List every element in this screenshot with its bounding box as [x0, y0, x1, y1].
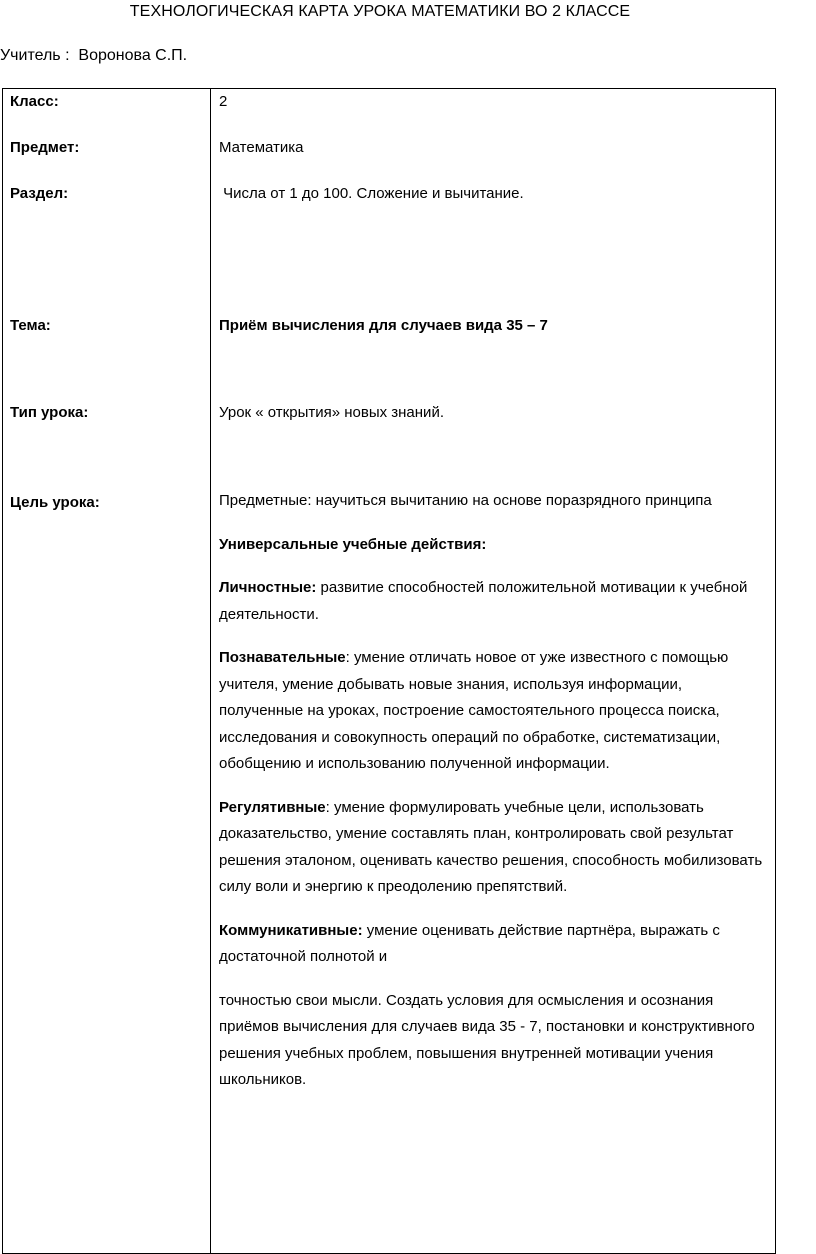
personal-label: Личностные: [219, 579, 317, 596]
goal-label: Цель урока: [10, 494, 100, 511]
goal-content [219, 488, 769, 1111]
section-value: Числа от 1 до 100. Сложение и вычитание. [219, 185, 524, 202]
document-title: ТЕХНОЛОГИЧЕСКАЯ КАРТА УРОКА МАТЕМАТИКИ ВО 2 КЛАССЕ [129, 3, 631, 20]
teacher-label: Учитель : [0, 47, 70, 64]
communicative-text: умение оценивать действие партнёра, выражать с достаточной полнотой и [219, 921, 720, 965]
class-value: 2 [219, 93, 228, 110]
subject-results: Предметные: научиться вычитанию на основе поразрядного принципа [219, 492, 712, 509]
regulatory-label: Регулятивные [219, 798, 326, 816]
uud-heading: Универсальные учебные действия: [219, 535, 487, 553]
teacher-line [0, 47, 187, 65]
communicative-results [219, 918, 769, 971]
lesson-type-value: Урок « открытия» новых знаний. [219, 404, 444, 421]
personal-text: развитие способностей положительной мотивации к учебной деятельности. [219, 579, 748, 623]
communicative-label: Коммуникативные: [219, 921, 363, 939]
section-label: Раздел: [10, 185, 69, 202]
regulatory-text: : умение формулировать учебные цели, использовать доказательство, умение составлять план, контролировать свой результат решения эталоном, оценивать качество решения, способность мобилизовать силу воли и энергию к преодолению препятствий. [219, 798, 763, 895]
teacher-name: Воронова С.П. [78, 47, 188, 64]
lesson-table [2, 88, 776, 1254]
cognitive-text: : умение отличать новое от уже известного с помощью учителя, умение добывать новые знания, используя информации, полученные на уроках, построение самостоятельного процесса поиска, исследования и совокупность операций по обработке, систематизации, обобщению и использованию полученной информации. [219, 649, 729, 772]
topic-value: Приём вычисления для случаев вида 35 – 7 [219, 317, 548, 334]
column-divider [210, 89, 211, 1253]
subject-label: Предмет: [10, 139, 80, 156]
cognitive-label: Познавательные [219, 649, 346, 666]
class-label: Класс: [10, 93, 59, 110]
regulatory-results [219, 795, 769, 901]
final-paragraph: точностью свои мысли. Создать условия для осмысления и осознания приёмов вычисления для случаев вида 35 - 7, постановки и конструктивного решения учебных проблем, повышения внутренней мотивации учения школьников. [219, 991, 755, 1088]
personal-results [219, 575, 769, 628]
subject-value: Математика [219, 139, 304, 156]
lesson-type-label: Тип урока: [10, 404, 89, 421]
cognitive-results [219, 645, 769, 778]
topic-label: Тема: [10, 317, 51, 334]
